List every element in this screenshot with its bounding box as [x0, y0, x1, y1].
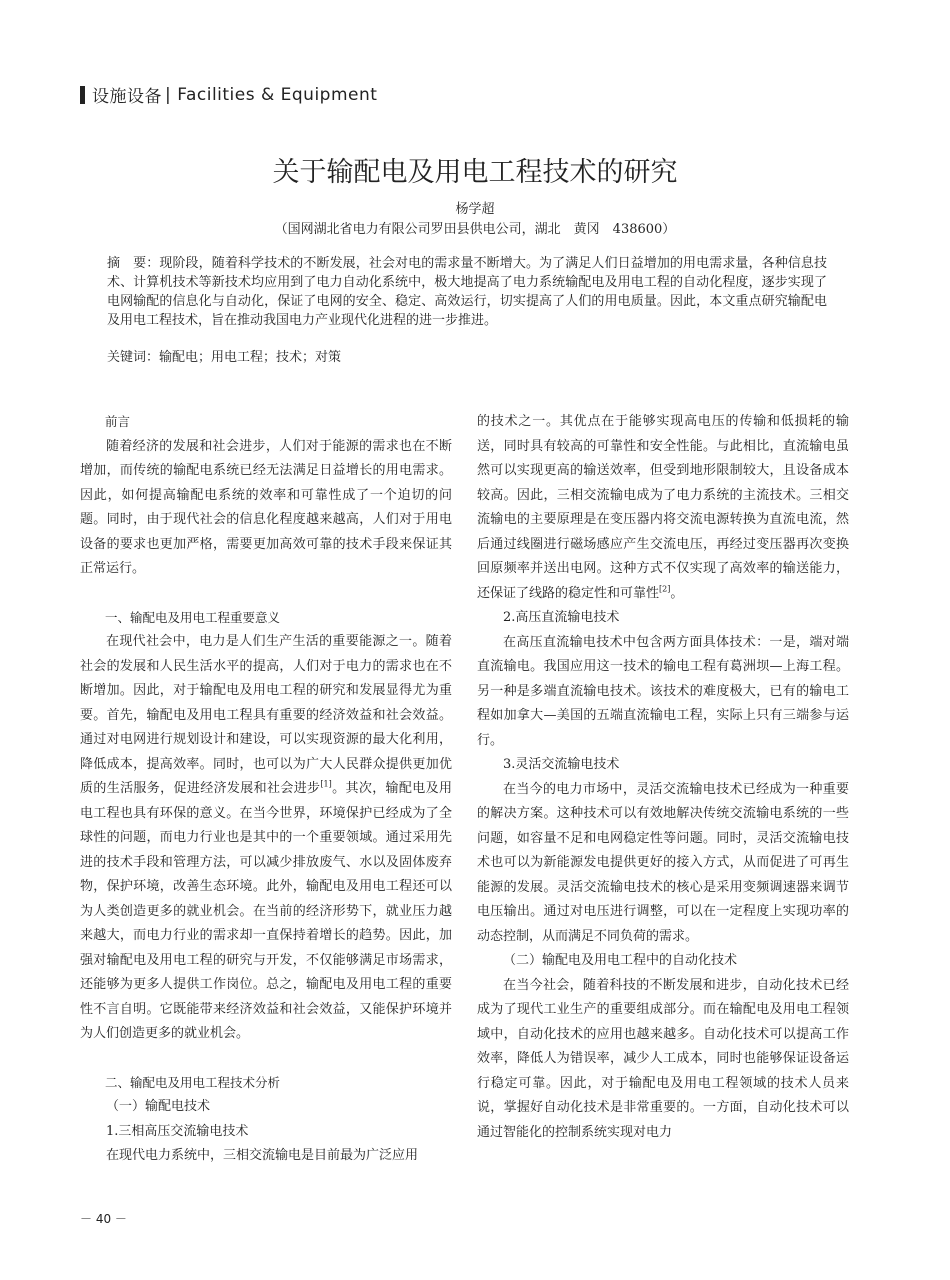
citation-1: [1]	[320, 779, 332, 789]
paragraph: 在当今的电力市场中，灵活交流输电技术已经成为一种重要的解决方案。这种技术可以有效地解决传统交流输电系统的一些问题，如容量不足和电网稳定性等问题。同时，灵活交流输电技术也可以为新能源发电提供更好的接入方式，从而促进了可再生能源的发展。灵活交流输电技术的核心是采用变频调速器来调节电压输出。通过对电压进行调整，可以在一定程度上实现功率的动态控制，从而满足不同负荷的需求。	[477, 781, 849, 944]
header-separator: |	[165, 84, 172, 105]
subheading-2-1-2: 2.高压直流输电技术	[503, 610, 620, 625]
subheading-2-1-3: 3.灵活交流输电技术	[503, 757, 620, 772]
section-header	[80, 82, 377, 107]
subheading-2-1-1: 1.三相高压交流输电技术	[106, 1123, 249, 1139]
paragraph: 在高压直流输电技术中包含两方面具体技术：一是，端对端直流输电。我国应用这一技术的输电工程有葛洲坝—上海工程。另一种是多端直流输电技术。该技术的难度极大，已有的输电工程如加拿大—美国的五端直流输电工程，实际上只有三端参与运行。	[477, 634, 849, 748]
subheading-2-2: （二）输配电及用电工程中的自动化技术	[503, 953, 738, 968]
paragraph: 在现代社会中，电力是人们生产生活的重要能源之一。随着社会的发展和人民生活水平的提高，人们对于电力的需求也在不断增加。因此，对于输配电及用电工程的研究和发展显得尤为重要。首先，输配电及用电工程具有重要的经济效益和社会效益。通过对电网进行规划设计和建设，可以实现资源的最大化利用，降低成本，提高效率。同时，也可以为广大人民群众提供更加优质的生活服务，促进经济发展和社会进步[1]。其次，输配电及用电工程也具有环保的意义。在当今世界，环境保护已经成为了全球性的问题，而电力行业也是其中的一个重要领域。通过采用先进的技术手段和管理方法，可以减少排放废气、水以及固体废弃物，保护环境，改善生态环境。此外，输配电及用电工程还可以为人类创造更多的就业机会。在当前的经济形势下，就业压力越来越大，而电力行业的需求却一直保持着增长的趋势。因此，加强对输配电及用电工程的研究与开发，不仅能够满足市场需求，还能够为更多人提供工作岗位。总之，输配电及用电工程的重要性不言自明。它既能带来经济效益和社会效益，又能保护环境并为人们创造更多的就业机会。	[80, 634, 452, 1041]
section-name-cn: 设施设备	[92, 87, 162, 107]
section-name-en: Facilities & Equipment	[177, 84, 378, 105]
paragraph: 的技术之一。其优点在于能够实现高电压的传输和低损耗的输送，同时具有较高的可靠性和安全性能。与此相比，直流输电虽然可以实现更高的输送效率，但受到地形限制较大，且设备成本较高。因此，三相交流输电成为了电力系统的主流技术。三相交流输电的主要原理是在变压器内将交流电源转换为直流电流，然后通过线圈进行磁场感应产生交流电压，再经过变压器再次变换回原频率并送出电网。这种方式不仅实现了高效率的输送能力，还保证了线路的稳定性和可靠性[2]。	[477, 414, 849, 601]
paragraph: 在现代电力系统中，三相交流输电是目前最为广泛应用	[106, 1148, 419, 1163]
author-affiliation: （国网湖北省电力有限公司罗田县供电公司，湖北 黄冈 438600）	[274, 222, 676, 237]
paragraph: 随着经济的发展和社会进步，人们对于能源的需求也在不断增加，而传统的输配电系统已经无法满足日益增长的用电需求。因此，如何提高输配电系统的效率和可靠性成了一个迫切的问题。同时，由于现代社会的信息化程度越来越高，人们对于用电设备的要求也更加严格，需要更加高效可靠的技术手段来保证其正常运行。	[80, 438, 452, 576]
subheading-2-1: （一）输配电技术	[106, 1099, 211, 1114]
left-column	[80, 410, 452, 1169]
author-name: 杨学超	[455, 202, 495, 217]
heading-section-2: 二、输配电及用电工程技术分析	[105, 1074, 281, 1090]
heading-preface: 前言	[105, 414, 131, 429]
paragraph: 在当今社会，随着科技的不断发展和进步，自动化技术已经成为了现代工业生产的重要组成部分。而在输配电及用电工程领域中，自动化技术的应用也越来越多。自动化技术可以提高工作效率，降低人为错误率，减少人工成本，同时也能够保证设备运行稳定可靠。因此，对于输配电及用电工程领域的技术人员来说，掌握好自动化技术是非常重要的。一方面，自动化技术可以通过智能化的控制系统实现对电力	[477, 977, 849, 1140]
keywords: 关键词：输配电；用电工程；技术；对策	[107, 350, 342, 365]
right-column	[477, 410, 849, 1145]
header-bar-mark	[80, 86, 85, 104]
page-number: － 40 －	[80, 1212, 127, 1226]
citation-2: [2]	[659, 584, 671, 594]
abstract: 摘 要：现阶段，随着科学技术的不断发展，社会对电的需求量不断增大。为了满足人们日益增加的用电需求量，各种信息技术、计算机技术等新技术均应用到了电力自动化系统中，极大地提高了电力系统输配电及用电工程的自动化程度，逐步实现了电网输配的信息化与自动化，保证了电网的安全、稳定、高效运行，切实提高了人们的用电质量。因此，本文重点研究输配电及用电工程技术，旨在推动我国电力产业现代化进程的进一步推进。	[107, 256, 827, 328]
article-title: 关于输配电及用电工程技术的研究	[272, 157, 678, 188]
heading-section-1: 一、输配电及用电工程重要意义	[105, 609, 281, 625]
